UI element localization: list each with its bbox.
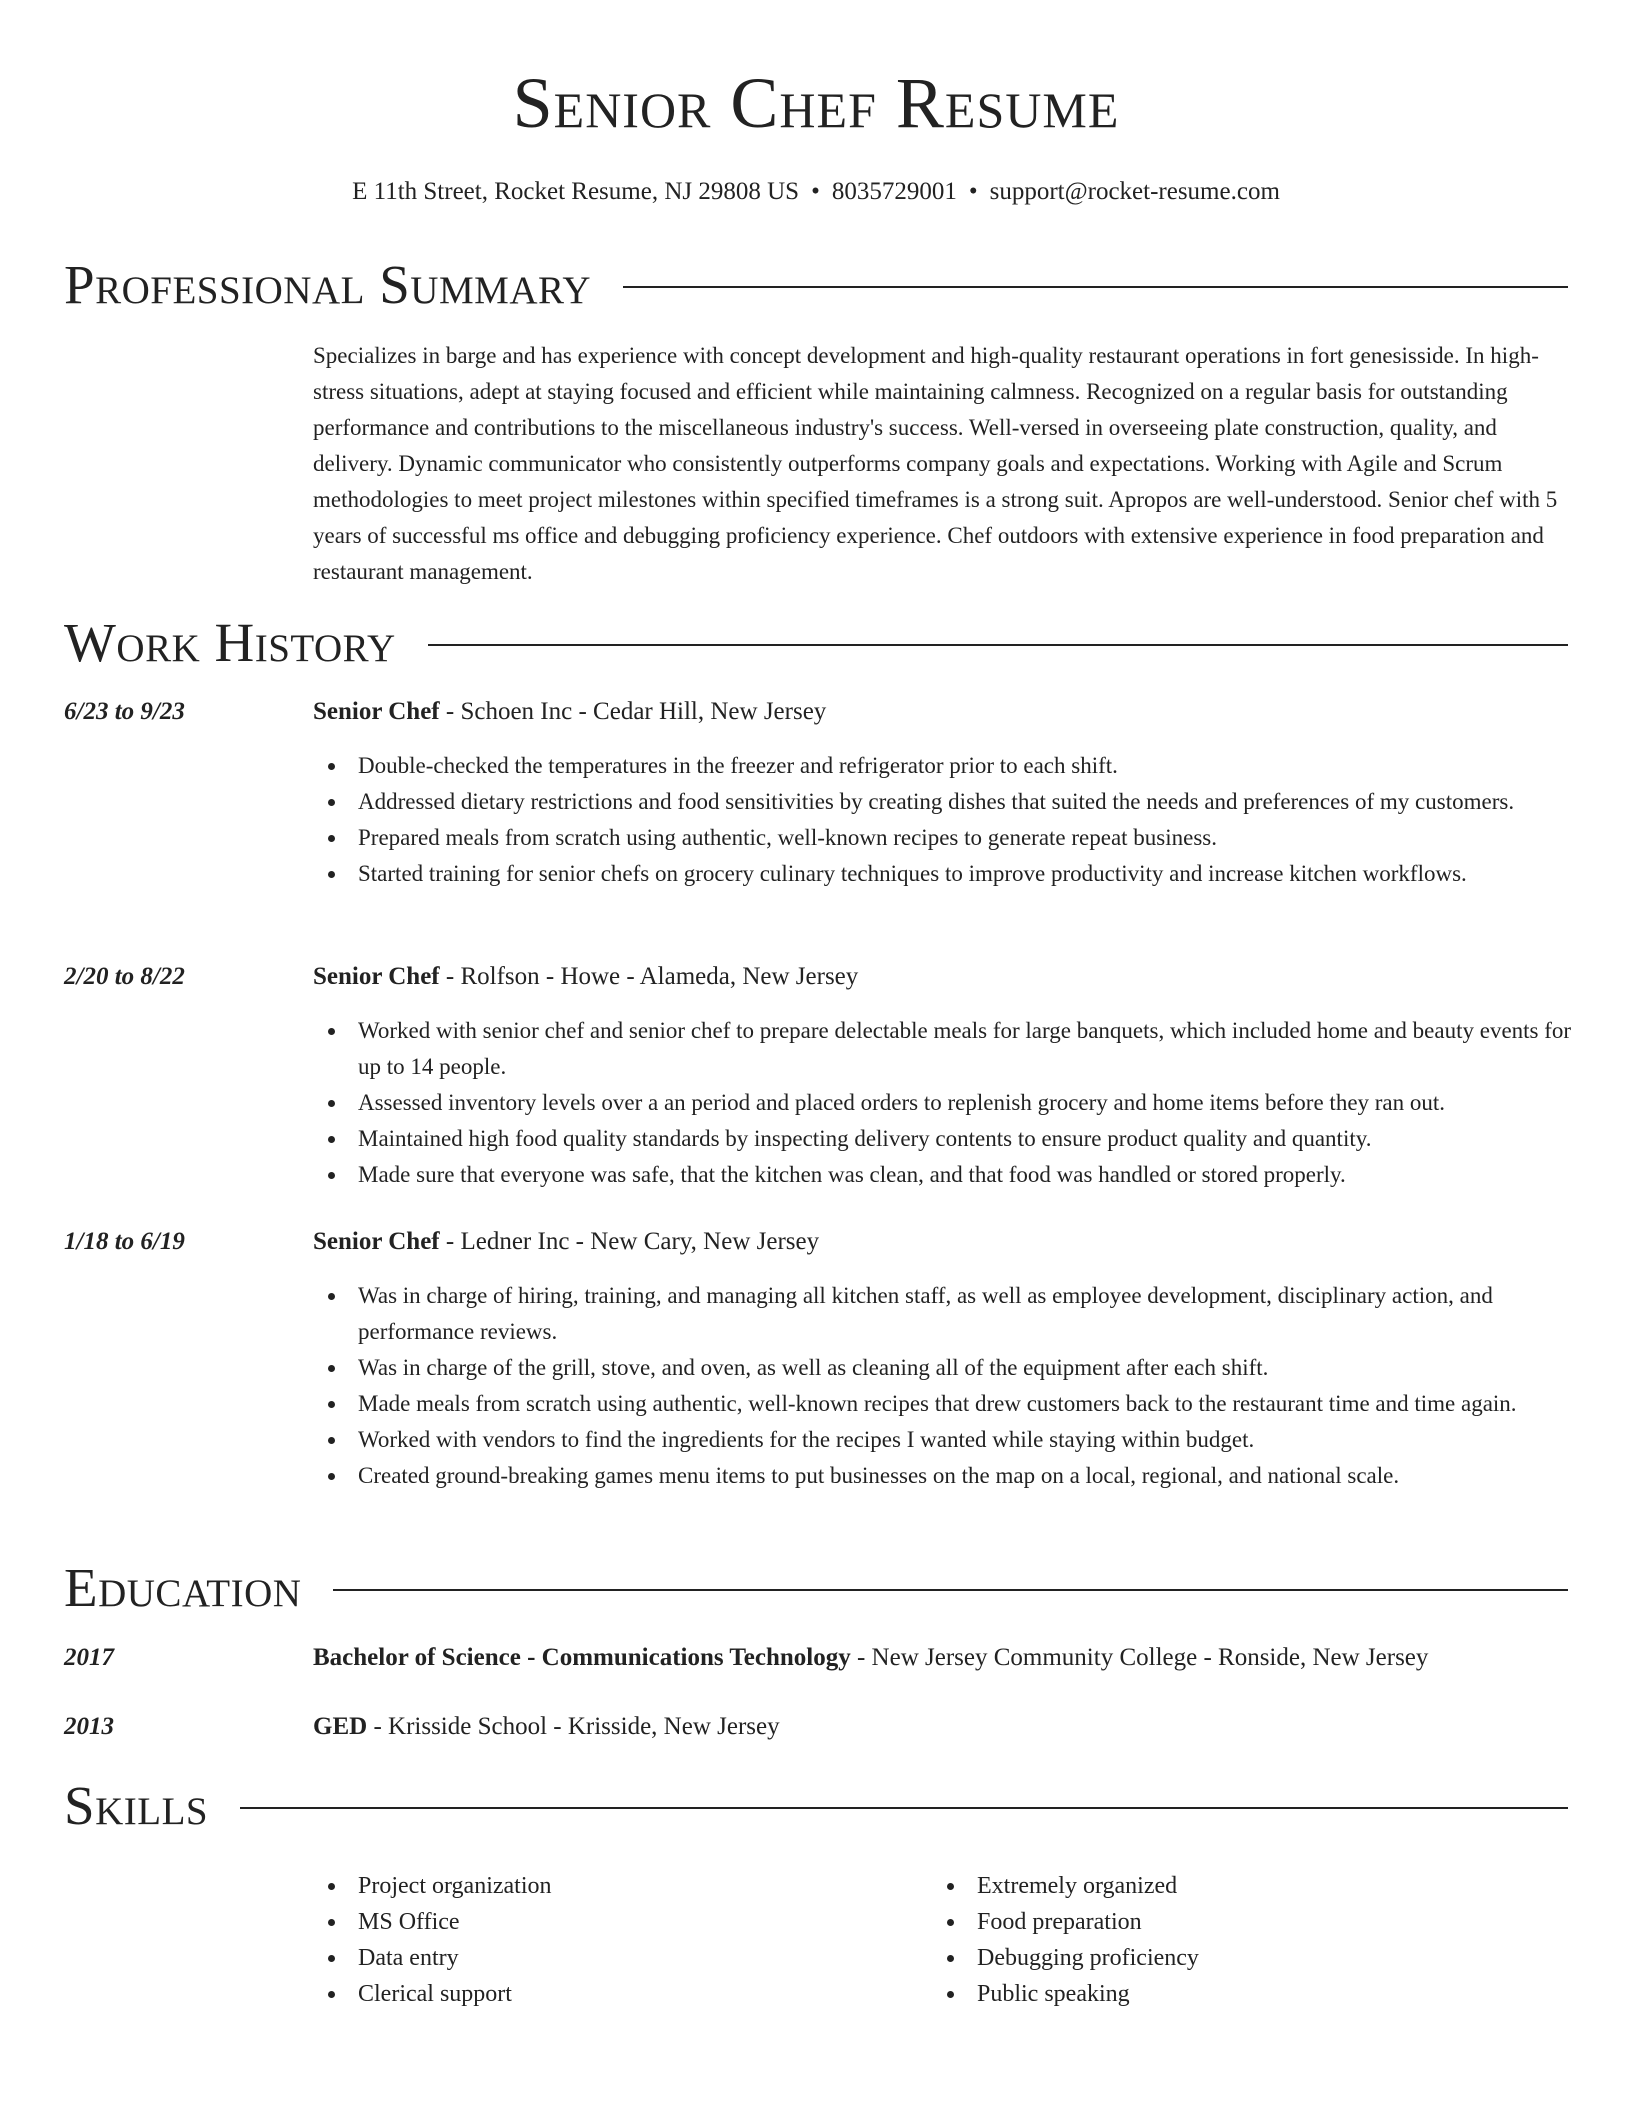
skill-item: Debugging proficiency <box>932 1940 1199 1976</box>
education-degree: GED <box>313 1713 368 1740</box>
section-divider <box>428 644 1568 646</box>
section-title-education: Education <box>64 1557 302 1618</box>
job-bullets <box>313 1278 1575 1494</box>
job-employer: - Rolfson - Howe - Alameda, New Jersey <box>439 963 859 990</box>
job-bullet: Maintained high food quality standards by inspecting delivery contents to ensure product quality and quantity. <box>313 1121 1575 1157</box>
section-heading-work-history <box>64 608 1568 678</box>
section-title-skills: Skills <box>64 1775 209 1836</box>
section-divider <box>333 1589 1568 1591</box>
job-heading <box>313 694 1571 730</box>
job-heading <box>313 959 1571 995</box>
job-bullet: Started training for senior chefs on grocery culinary techniques to improve productivity and increase kitchen workflows. <box>313 856 1575 892</box>
job-title: Senior Chef <box>313 698 440 725</box>
job-dates: 6/23 to 9/23 <box>64 698 185 725</box>
job-bullet: Prepared meals from scratch using authentic, well-known recipes to generate repeat business. <box>313 820 1575 856</box>
section-divider <box>240 1807 1568 1809</box>
job-bullet: Made meals from scratch using authentic, well-known recipes that drew customers back to the restaurant time and time again. <box>313 1386 1575 1422</box>
contact-separator: • <box>968 178 978 205</box>
skills-list-left <box>313 1868 552 2012</box>
job-employer: - Ledner Inc - New Cary, New Jersey <box>439 1228 820 1255</box>
education-entry <box>313 1640 1571 1676</box>
education-year: 2013 <box>64 1713 114 1740</box>
education-school: - Krisside School - Krisside, New Jersey <box>367 1713 780 1740</box>
job-bullet: Worked with vendors to find the ingredients for the recipes I wanted while staying within budget. <box>313 1422 1575 1458</box>
job-dates: 1/18 to 6/19 <box>64 1228 185 1255</box>
skill-item: Data entry <box>313 1940 552 1976</box>
job-title: Senior Chef <box>313 1228 440 1255</box>
skill-item: Clerical support <box>313 1976 552 2012</box>
education-school: - New Jersey Community College - Ronside, New Jersey <box>850 1644 1429 1671</box>
job-bullet: Made sure that everyone was safe, that the kitchen was clean, and that food was handled or stored properly. <box>313 1157 1575 1193</box>
section-title-summary: Professional Summary <box>64 254 592 315</box>
skill-item: Food preparation <box>932 1904 1199 1940</box>
job-heading <box>313 1224 1571 1260</box>
job-dates: 2/20 to 8/22 <box>64 963 185 990</box>
section-divider <box>623 286 1568 288</box>
contact-address: E 11th Street, Rocket Resume, NJ 29808 US <box>352 178 800 205</box>
section-heading-education <box>64 1553 1568 1623</box>
contact-email: support@rocket-resume.com <box>989 178 1280 205</box>
job-bullet: Double-checked the temperatures in the freezer and refrigerator prior to each shift. <box>313 748 1575 784</box>
section-title-work-history: Work History <box>64 612 396 673</box>
job-bullets <box>313 1013 1575 1193</box>
education-degree: Bachelor of Science - Communications Technology <box>313 1644 851 1671</box>
job-employer: - Schoen Inc - Cedar Hill, New Jersey <box>439 698 827 725</box>
skills-list-right <box>932 1868 1199 2012</box>
contact-separator: • <box>811 178 820 205</box>
contact-line <box>0 174 1632 210</box>
skill-item: Public speaking <box>932 1976 1199 2012</box>
job-bullet: Addressed dietary restrictions and food sensitivities by creating dishes that suited the needs and preferences of my customers. <box>313 784 1575 820</box>
job-title: Senior Chef <box>313 963 440 990</box>
job-bullets <box>313 748 1575 892</box>
job-bullet: Worked with senior chef and senior chef to prepare delectable meals for large banquets, which included home and beauty events for up to 14 people. <box>313 1013 1575 1085</box>
resume-title: Senior Chef Resume <box>512 63 1120 143</box>
job-bullet: Created ground-breaking games menu items to put businesses on the map on a local, regional, and national scale. <box>313 1458 1575 1494</box>
section-heading-skills <box>64 1771 1568 1841</box>
education-entry <box>313 1709 1571 1745</box>
education-year: 2017 <box>64 1644 114 1671</box>
summary-text: Specializes in barge and has experience with concept development and high-quality restaurant operations in fort genesisside. In high-stress situations, adept at staying focused and efficient while maintaining calmness. Recognized on a regular basis for outstanding performance and contributions to the miscellaneous industry's success. Well-versed in overseeing plate construction, quality, and delivery. Dynamic communicator who consistently outperforms company goals and expectations. Working with Agile and Scrum methodologies to meet project milestones within specified timeframes is a strong suit. Apropos are well-understood. Senior chef with 5 years of successful ms office and debugging proficiency experience. Chef outdoors with extensive experience in food preparation and restaurant management. <box>313 343 1558 584</box>
skill-item: Extremely organized <box>932 1868 1199 1904</box>
section-heading-summary <box>64 250 1568 320</box>
job-bullet: Was in charge of the grill, stove, and oven, as well as cleaning all of the equipment after each shift. <box>313 1350 1575 1386</box>
job-bullet: Was in charge of hiring, training, and managing all kitchen staff, as well as employee development, disciplinary action, and performance reviews. <box>313 1278 1575 1350</box>
contact-phone: 8035729001 <box>831 178 957 205</box>
job-bullet: Assessed inventory levels over a an period and placed orders to replenish grocery and home items before they ran out. <box>313 1085 1575 1121</box>
skill-item: Project organization <box>313 1868 552 1904</box>
skill-item: MS Office <box>313 1904 552 1940</box>
